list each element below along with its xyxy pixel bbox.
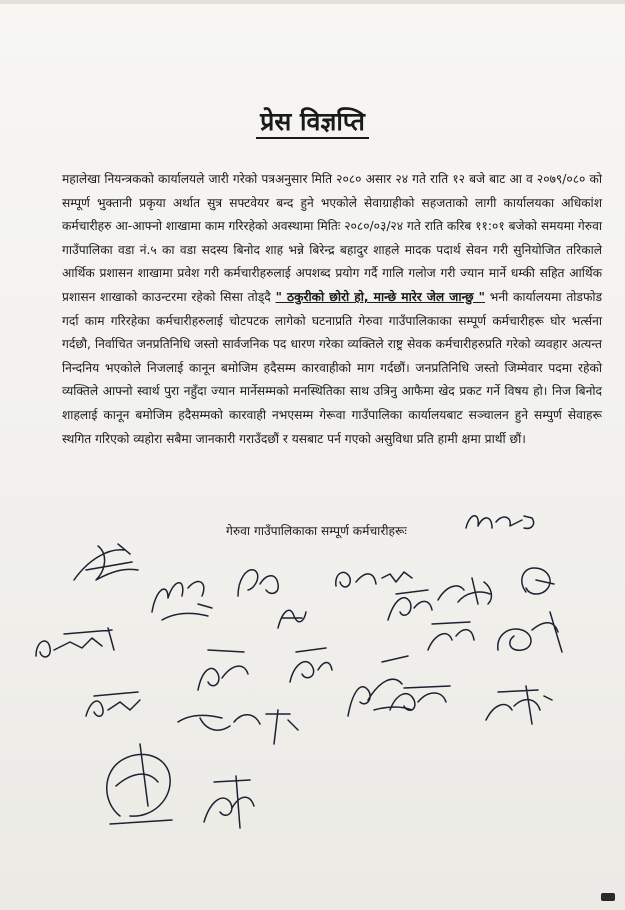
signature-19 (478, 680, 558, 732)
signature-15 (80, 686, 148, 726)
signatories-label: गेरुवा गाउँपालिकाका सम्पूर्ण कर्मचारीहरूः (226, 524, 407, 538)
signature-9 (514, 560, 564, 600)
signature-11 (188, 640, 258, 700)
body-paragraph (62, 168, 602, 451)
signature-13 (420, 612, 480, 658)
signature-12 (282, 640, 338, 690)
signature-16 (170, 700, 310, 748)
signature-2 (68, 540, 150, 588)
paper-fold (0, 0, 625, 4)
signature-1 (462, 508, 540, 536)
signature-10 (30, 620, 122, 666)
document-title (0, 104, 625, 138)
signature-21 (196, 770, 260, 834)
signature-18 (384, 680, 464, 722)
body-text-before-quote: महालेखा नियन्त्रकको कार्यालयले जारी गरेको पत्रअनुसार मिति २०८० असार २४ गते राति १२ बजे बाट आ व २०७९/०८० को सम्पूर्ण भुक्तानी प्रकृया अर्थात सुत्र सफ्टवेयर बन्द हुने भएकोले सेवाग्राहीको सहजताको लागी कार्यालयका अधिकांश कर्मचारीहरु आ-आफ्नो शाखामा काम गरिरहेको अवस्थामा मितिः २०८०/०३/२४ गते राति करिब ११:०१ बजेको समयमा गेरुवा गाउँपालिका वडा नं.५ का वडा सदस्य बिनोद शाह भन्ने बिरेन्द्र बहादुर शाहले मादक पदार्थ सेवन गरी सुनियोजित तरिकाले आर्थिक प्रशासन शाखामा प्रवेश गरी कर्मचारीहरुलाई अपशब्द प्रयोग गर्दै गालि गलोज गरी ज्यान मार्ने धम्की सहित आर्थिक प्रशासन शाखाको काउन्टरमा रहेको सिसा तोड्दै (62, 172, 602, 304)
scan-mark (601, 893, 615, 901)
body-text-after-quote: भनी कार्यालयमा तोडफोड गर्दा काम गरिरहेका कर्मचारीहरुलाई चोटपटक लागेको घटनाप्रति गेरुवा गाउँपालिकाका सम्पूर्ण कर्मचारीहरू घोर भर्त्सना गर्दछौ, निर्वाचित जनप्रतिनिधि जस्तो सार्वजनिक पद धारण गरेका व्यक्तिले राष्ट्र सेवक कर्मचारीहरुप्रति गरेको व्यवहार अत्यन्त निन्दनिय भएकोले निजलाई कानून बमोजिम हदैसम्म कारवाहीको माग गर्दछौं। जनप्रतिनिधि जस्तो जिम्मेवार पदमा रहेको व्यक्तिले आफ्नो स्वार्थ पुरा नहुँदा ज्यान मार्नेसम्मको मनस्थितिका साथ उत्रिनु आफैमा खेद प्रकट गर्ने विषय हो। निज बिनोद शाहलाई कानून बमोजिम हदैसम्मको कारवाही नभएसम्म गेरूवा गाउँपालिका कार्यालयबाट सञ्चालन हुने सम्पुर्ण सेवाहरू स्थगित गरिएको व्यहोरा सबैमा जानकारी गराउँदछौं र यसबाट पर्न गएको असुविधा प्रति हामी क्षमा प्रार्थी छौं। (62, 289, 603, 446)
document-title-text: प्रेस विज्ञप्ति (256, 107, 369, 139)
signature-20 (96, 736, 184, 832)
signature-3 (142, 568, 220, 624)
quoted-statement: " ठकुरीको छोरो हो, मान्छे मारेर जेल जान्छु " (275, 289, 485, 304)
signature-5 (272, 596, 312, 636)
signature-14 (488, 606, 570, 660)
